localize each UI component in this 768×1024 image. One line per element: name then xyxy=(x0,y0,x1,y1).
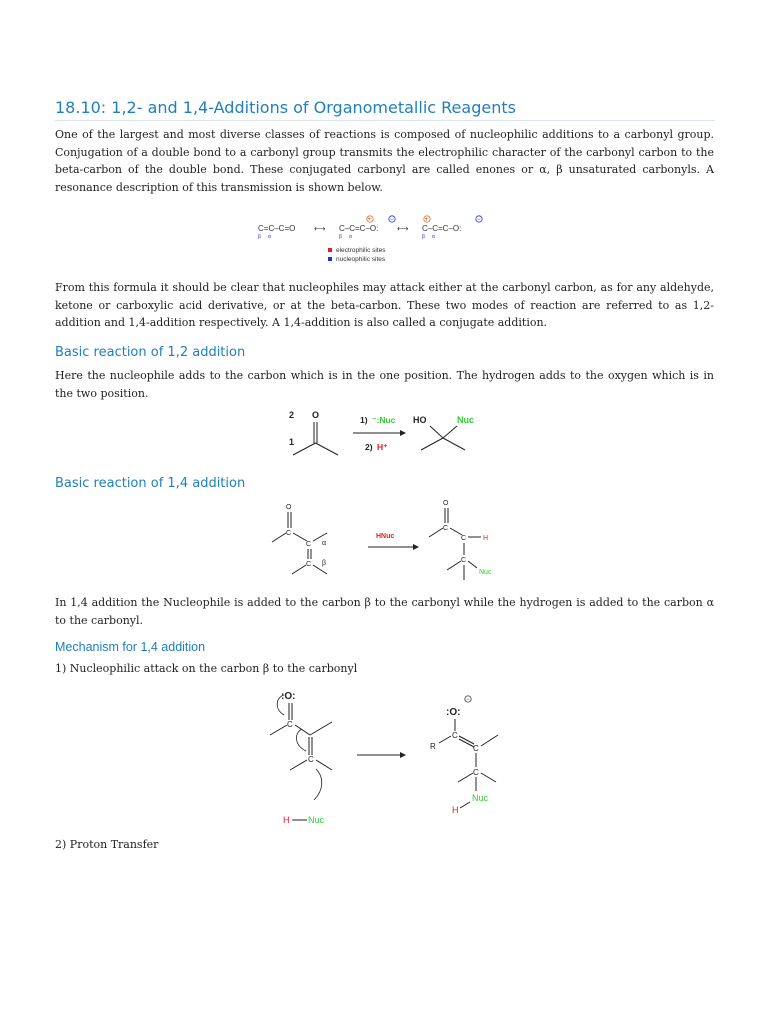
product-beta-right-mech xyxy=(481,773,496,782)
resonance-beta-3: β xyxy=(422,234,425,240)
intro-paragraph: One of the largest and most diverse classes of reactions is composed of nucleophilic additions to a carbonyl group. Conjugation of a double bond to a carbonyl group transmits the electrophilic character of the carbonyl carbon to the beta-carbon of the double bond. These conjugated carbonyl are called enones or α, β unsaturated carbonyls. A resonance description of this transmission is shown below. xyxy=(55,128,714,194)
mechanism-heading: Mechanism for 1,4 addition xyxy=(55,640,206,654)
minus-charge-2: − xyxy=(477,217,481,224)
reactant-beta-right xyxy=(316,760,332,770)
enone-bond-alpha xyxy=(293,533,307,541)
nucleophilic-legend-swatch xyxy=(328,257,332,261)
resonance-beta-1: β xyxy=(258,234,261,240)
ketone-bond-right xyxy=(316,443,339,455)
product-bond-oh xyxy=(430,426,443,438)
product-negative-charge: − xyxy=(466,697,470,704)
reactant-carbonyl-carbon: C xyxy=(287,720,293,729)
nucleophile-h: H xyxy=(283,815,290,825)
reactant-bond-left xyxy=(270,725,287,735)
position-2-label: 2 xyxy=(289,410,295,420)
ketone-bond-left xyxy=(293,443,316,455)
section-14-text: In 1,4 addition the Nucleophile is added to the carbon β to the carbonyl while the hydrogen is added to the carbon α to the carbonyl. xyxy=(55,596,714,627)
nucleophile-attack-arrow xyxy=(314,769,322,800)
reactant-beta-carbon: C xyxy=(308,755,314,764)
nucleophile-reagent: ⁻:Nuc xyxy=(372,415,396,425)
reaction-arrow-14-head xyxy=(413,544,419,550)
reactant-oxygen: :O: xyxy=(281,691,296,702)
mechanism-figure xyxy=(262,685,512,825)
minus-charge: − xyxy=(390,217,394,224)
reactant-alpha-substituent xyxy=(310,722,332,735)
product-oxygen: O xyxy=(443,500,449,507)
product-oxygen-anion: :O: xyxy=(446,707,461,718)
product-beta-nuc-bond xyxy=(468,561,477,568)
enone-beta-left xyxy=(292,565,306,574)
addition-14-figure xyxy=(265,496,505,586)
enone-oxygen: O xyxy=(286,504,292,511)
resonance-arrow-2: ⟷ xyxy=(397,224,409,233)
nucleophilic-legend-label: nucleophilic sites xyxy=(336,256,386,263)
electrophilic-legend-swatch xyxy=(328,248,332,252)
section-12-text: Here the nucleophile adds to the carbon which is in the one position. The hydrogen adds to the oxygen which is in the two position. xyxy=(55,369,714,400)
product-alpha-carbon: C xyxy=(461,535,467,542)
enone-alpha-carbon: C xyxy=(306,541,312,548)
reactant-beta-left xyxy=(290,760,307,770)
resonance-figure xyxy=(255,212,485,268)
page-title: 18.10: 1,2- and 1,4-Additions of Organometallic Reagents xyxy=(55,98,715,121)
enone-carbonyl-carbon: C xyxy=(286,530,292,537)
product-nuc-mech: Nuc xyxy=(472,793,489,803)
enone-beta-label: β xyxy=(322,560,327,567)
product-beta-carbon: C xyxy=(461,557,467,564)
product-r-group: R xyxy=(430,742,436,751)
product-bond-left xyxy=(421,438,443,450)
resonance-arrow-1: ⟷ xyxy=(314,224,326,233)
product-nuc-label: Nuc xyxy=(457,415,475,425)
product-alpha-carbon-mech: C xyxy=(473,744,479,753)
proton-reagent: H⁺ xyxy=(377,442,388,452)
product-beta-left-mech xyxy=(458,773,473,782)
section-heading-14-addition: Basic reaction of 1,4 addition xyxy=(55,476,246,491)
product-nuc-h: H xyxy=(452,805,459,815)
plus-charge-2: + xyxy=(424,217,429,224)
product-bond-nuc xyxy=(443,426,457,438)
product-bond-right xyxy=(443,438,465,450)
electron-push-arrow-2 xyxy=(296,729,306,751)
addition-12-figure xyxy=(285,405,485,460)
resonance-beta-2: β xyxy=(339,234,342,240)
enone-beta-carbon: C xyxy=(306,561,312,568)
product-beta-carbon-mech: C xyxy=(473,768,479,777)
enone-bond-left xyxy=(272,533,286,542)
resonance-alpha-2: α xyxy=(349,234,352,240)
product-nuc-h-bond xyxy=(460,802,470,808)
product-r-bond xyxy=(439,736,451,743)
product-beta-left xyxy=(447,561,461,570)
resonance-formula-2: C–C=C–O: xyxy=(339,224,379,233)
carbonyl-oxygen-label: O xyxy=(312,410,320,420)
position-1-label: 1 xyxy=(289,437,295,447)
mechanism-step-1: 1) Nucleophilic attack on the carbon β to the carbonyl xyxy=(55,662,358,675)
reaction-arrow-12-head xyxy=(400,430,406,436)
resonance-formula-1: C=C–C=O xyxy=(258,224,296,233)
step-2-label: 2) xyxy=(365,442,373,452)
resonance-alpha-1: α xyxy=(268,234,271,240)
nucleophile-nuc: Nuc xyxy=(308,815,325,825)
product-nuc: Nuc xyxy=(479,569,492,576)
product-carbonyl-carbon: C xyxy=(443,525,449,532)
step-1-label: 1) xyxy=(360,415,368,425)
plus-charge: + xyxy=(367,217,372,224)
product-bond-left xyxy=(429,528,443,537)
product-alpha-h: H xyxy=(483,535,489,542)
resonance-alpha-3: α xyxy=(432,234,435,240)
product-bond-alpha xyxy=(450,528,462,535)
section-heading-12-addition: Basic reaction of 1,2 addition xyxy=(55,345,246,360)
conjugate-addition-paragraph: From this formula it should be clear that nucleophiles may attack either at the carbonyl carbon, as for any aldehyde, ketone or carboxylic acid derivative, or at the beta-carbon. These two modes of reaction are referred to as 1,2-addition and 1,4-addition respectively. A 1,4-addition is also called a conjugate addition. xyxy=(55,281,714,329)
resonance-formula-3: C–C=C–O: xyxy=(422,224,462,233)
mechanism-arrow-head xyxy=(400,752,406,758)
hydroxyl-label: HO xyxy=(413,415,427,425)
hnuc-reagent: HNuc xyxy=(376,533,395,540)
electrophilic-legend-label: electrophilic sites xyxy=(336,247,386,254)
mechanism-step-2: 2) Proton Transfer xyxy=(55,838,159,851)
enone-alpha-label: α xyxy=(322,540,327,547)
product-enolate-carbon: C xyxy=(452,731,458,740)
product-alpha-substituent xyxy=(481,735,498,746)
